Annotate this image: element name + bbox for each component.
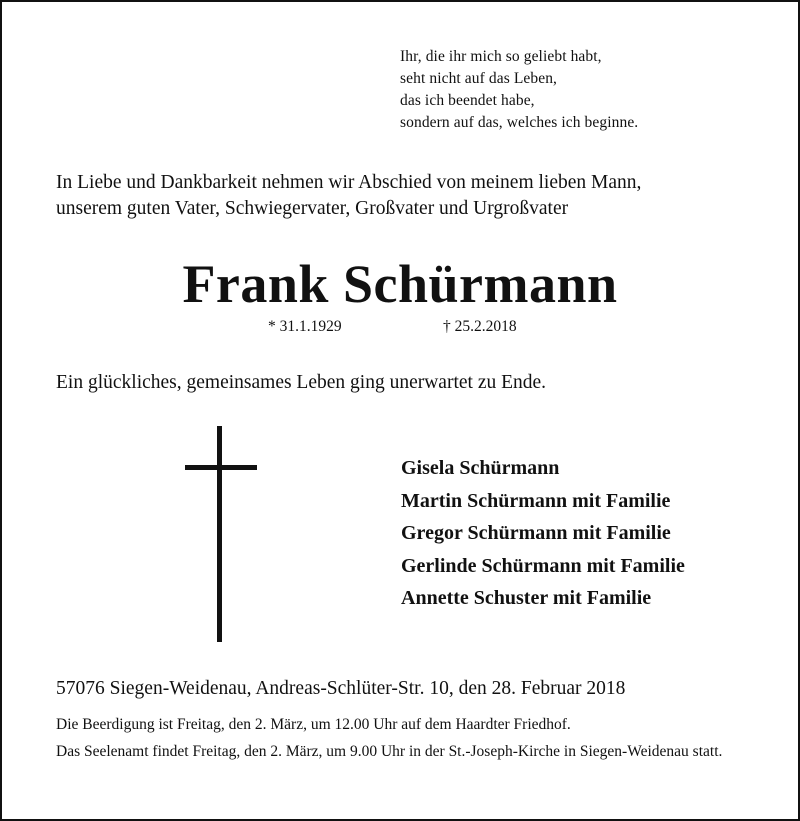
- mourner-name: Gisela Schürmann: [401, 457, 560, 479]
- mourners-list: [401, 452, 685, 615]
- mourner-name: Annette Schuster mit Familie: [401, 587, 652, 609]
- mourner-name: Gerlinde Schürmann mit Familie: [401, 554, 685, 577]
- requiem-notice: Das Seelenamt findet Freitag, den 2. März, um 9.00 Uhr in der St.-Joseph-Kirche in Siegen-Weidenau statt.: [56, 743, 723, 760]
- address-line: 57076 Siegen-Weidenau, Andreas-Schlüter-Str. 10, den 28. Februar 2018: [56, 678, 626, 699]
- closing-text: Ein glückliches, gemeinsames Leben ging unerwartet zu Ende.: [56, 372, 547, 393]
- poem-line: sondern auf das, welches ich beginne.: [400, 114, 639, 131]
- birth-date: * 31.1.1929: [268, 318, 342, 335]
- death-date: † 25.2.2018: [443, 318, 517, 335]
- cross-icon: [185, 426, 257, 642]
- poem-line: seht nicht auf das Leben,: [400, 70, 558, 87]
- poem-line: Ihr, die ihr mich so geliebt habt,: [400, 48, 602, 65]
- mourner-name: Martin Schürmann mit Familie: [401, 489, 671, 512]
- poem-line: das ich beendet habe,: [400, 92, 535, 109]
- poem-quote: [400, 46, 638, 134]
- deceased-name: Frank Schürmann: [182, 254, 618, 314]
- intro-text: [56, 170, 756, 222]
- intro-line: unserem guten Vater, Schwiegervater, Großvater und Urgroßvater: [56, 198, 569, 219]
- funeral-notice: Die Beerdigung ist Freitag, den 2. März, um 12.00 Uhr auf dem Haardter Friedhof.: [56, 716, 571, 733]
- mourner-name: Gregor Schürmann mit Familie: [401, 522, 671, 544]
- intro-line: In Liebe und Dankbarkeit nehmen wir Abschied von meinem lieben Mann,: [56, 172, 642, 193]
